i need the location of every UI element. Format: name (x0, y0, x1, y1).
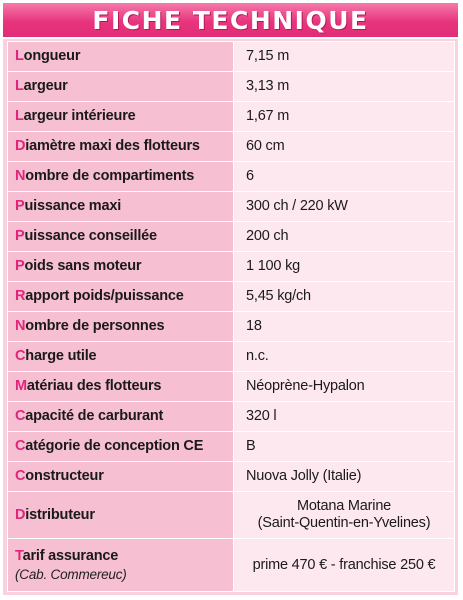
spec-label (8, 252, 234, 282)
table-row (8, 42, 455, 72)
label-text: onstructeur (25, 468, 104, 484)
spec-table-body (8, 42, 455, 492)
spec-value: 200 ch (234, 222, 455, 252)
spec-value: prime 470 € - franchise 250 € (234, 539, 455, 592)
label-text: iamètre maxi des flotteurs (25, 138, 200, 154)
label-text: arif assurance (22, 547, 119, 564)
label-initial: D (15, 138, 26, 154)
spec-label (8, 402, 234, 432)
label-initial: P (15, 198, 25, 214)
label-text: apacité de carburant (25, 408, 164, 424)
spec-label (8, 492, 234, 539)
label-initial: D (15, 506, 26, 523)
spec-label (8, 222, 234, 252)
label-text: ombre de personnes (25, 318, 165, 334)
label-initial: N (15, 318, 26, 334)
label-initial: M (15, 378, 27, 394)
label-initial: C (15, 348, 26, 364)
label-initial: L (15, 78, 24, 94)
label-initial: C (15, 438, 26, 454)
insurance-note: (Cab. Commereuc) (15, 566, 127, 582)
label-initial: C (15, 468, 26, 484)
spec-label (8, 462, 234, 492)
spec-label (8, 72, 234, 102)
label-text: atégorie de conception CE (25, 438, 204, 454)
label-initial: L (15, 48, 24, 64)
spec-table-extra (8, 492, 455, 592)
label-initial: L (15, 108, 24, 124)
table-row (8, 402, 455, 432)
table-row (8, 282, 455, 312)
label-text: ongueur (23, 48, 81, 64)
label-text: apport poids/puissance (25, 288, 184, 304)
label-text: ombre de compartiments (25, 168, 195, 184)
page-title: FICHE TECHNIQUE (92, 5, 369, 35)
label-initial: T (15, 547, 23, 564)
table-row (8, 342, 455, 372)
spec-sheet (3, 3, 458, 595)
label-initial: P (15, 258, 25, 274)
spec-value: B (234, 432, 455, 462)
label-initial: N (15, 168, 26, 184)
spec-value (234, 492, 455, 539)
spec-label (8, 432, 234, 462)
spec-value: 7,15 m (234, 42, 455, 72)
table-row (8, 222, 455, 252)
table-row (8, 432, 455, 462)
table-row (8, 252, 455, 282)
spec-value: 5,45 kg/ch (234, 282, 455, 312)
value-line: Motana Marine (296, 498, 392, 514)
spec-value: 300 ch / 220 kW (234, 192, 455, 222)
value-line: (Saint-Quentin-en-Yvelines) (257, 515, 431, 531)
label-text: istributeur (25, 506, 95, 523)
spec-label (8, 539, 234, 592)
label-text: argeur (23, 78, 68, 94)
spec-label (8, 102, 234, 132)
spec-value: 18 (234, 312, 455, 342)
label-initial: P (15, 228, 25, 244)
table-row (8, 132, 455, 162)
spec-label (8, 372, 234, 402)
table-row (8, 462, 455, 492)
table-row (8, 102, 455, 132)
table-row (8, 162, 455, 192)
spec-value: 320 l (234, 402, 455, 432)
spec-value: 6 (234, 162, 455, 192)
label-text: atériau des flotteurs (26, 378, 162, 394)
spec-value: Néoprène-Hypalon (234, 372, 455, 402)
table-row (8, 72, 455, 102)
spec-value: n.c. (234, 342, 455, 372)
table-row (8, 312, 455, 342)
label-text: harge utile (25, 348, 97, 364)
table-row (8, 192, 455, 222)
spec-label (8, 192, 234, 222)
spec-label (8, 42, 234, 72)
spec-value: 1 100 kg (234, 252, 455, 282)
table-row (8, 539, 455, 592)
spec-table (7, 41, 455, 592)
spec-label (8, 342, 234, 372)
label-initial: R (15, 288, 26, 304)
spec-label (8, 312, 234, 342)
label-text: uissance maxi (24, 198, 122, 214)
label-text: uissance conseillée (24, 228, 157, 244)
spec-label (8, 162, 234, 192)
label-initial: C (15, 408, 26, 424)
spec-value: 60 cm (234, 132, 455, 162)
label-text: argeur intérieure (23, 108, 136, 124)
table-row (8, 492, 455, 539)
spec-value: 3,13 m (234, 72, 455, 102)
title-banner (3, 3, 458, 39)
label-text: oids sans moteur (24, 258, 142, 274)
table-row (8, 372, 455, 402)
spec-value: Nuova Jolly (Italie) (234, 462, 455, 492)
spec-label (8, 282, 234, 312)
spec-value: 1,67 m (234, 102, 455, 132)
spec-label (8, 132, 234, 162)
